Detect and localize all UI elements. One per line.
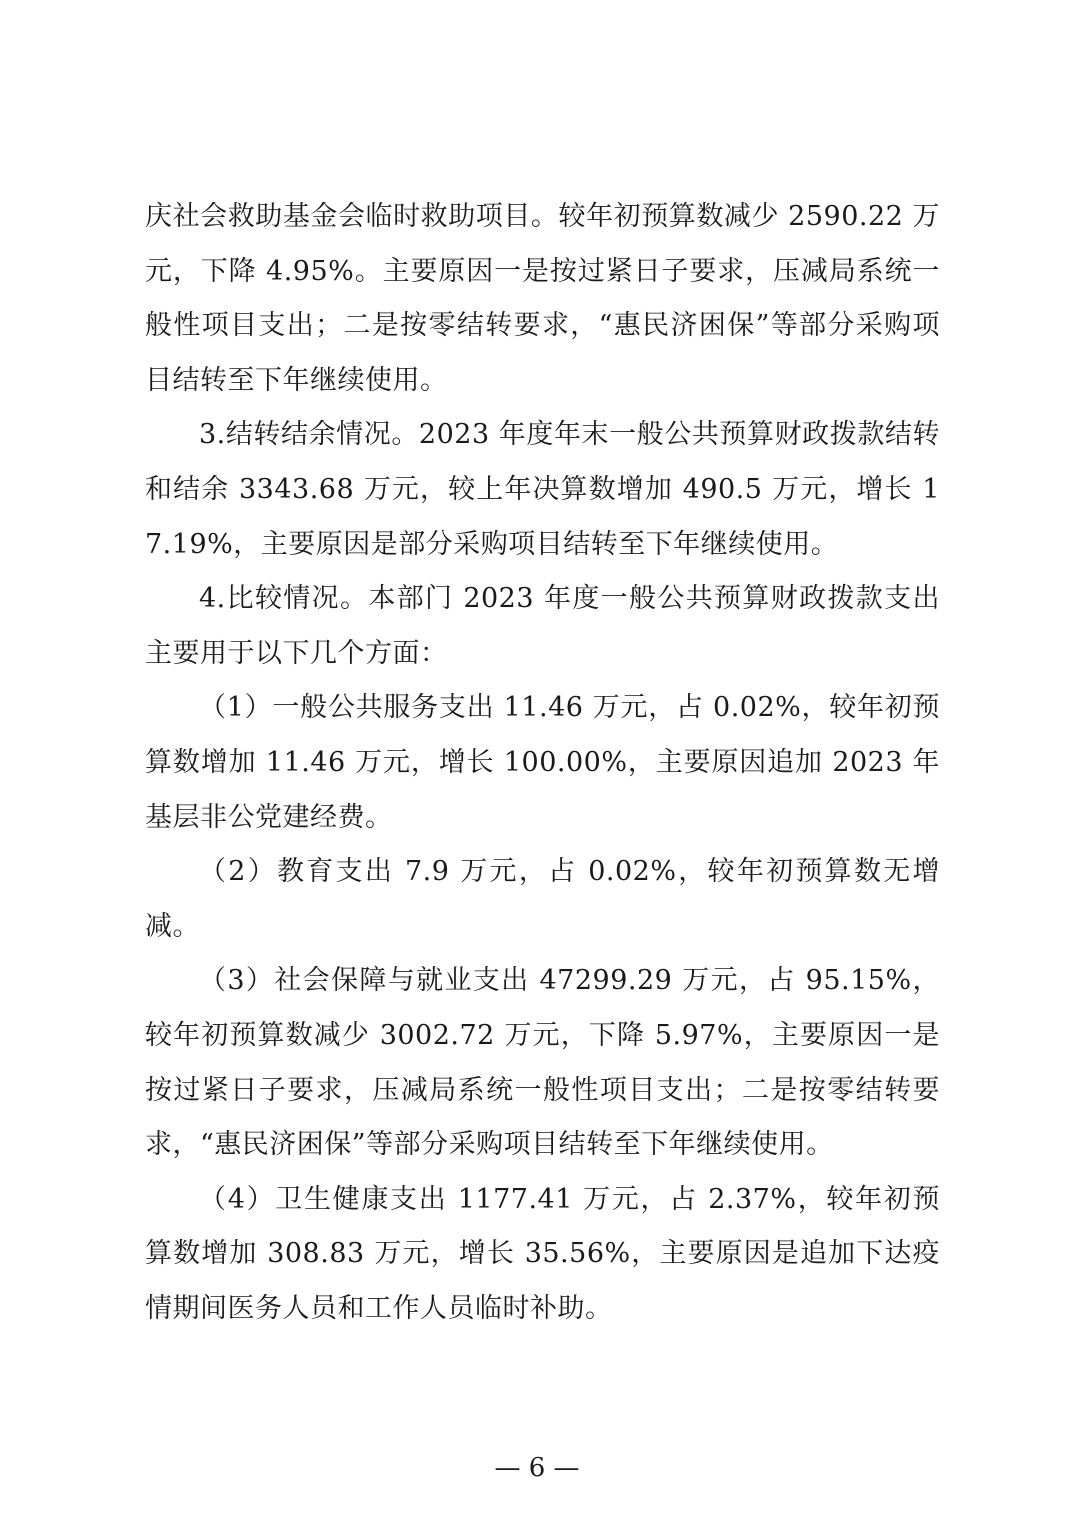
paragraph-general-public-services: （1）一般公共服务支出 11.46 万元，占 0.02%，较年初预算数增加 11.46 万元，增长 100.00%，主要原因追加 2023 年基层非公党建经费。 xyxy=(145,692,940,833)
document-body xyxy=(145,190,940,1336)
paragraph-health: （4）卫生健康支出 1177.41 万元，占 2.37%，较年初预算数增加 308.83 万元，增长 35.56%，主要原因是追加下达疫情期间医务人员和工作人员临时补助。 xyxy=(145,1183,940,1324)
paragraph-social-security: （3）社会保障与就业支出 47299.29 万元，占 95.15%，较年初预算数减少 3002.72 万元，下降 5.97%，主要原因一是按过紧日子要求，压减局系统一般性项目支出；二是按零结转要求，“惠民济困保”等部分采购项目结转至下年继续使用。 xyxy=(145,965,940,1161)
paragraph-education: （2）教育支出 7.9 万元，占 0.02%，较年初预算数无增减。 xyxy=(145,856,940,942)
page-number: — 6 — xyxy=(494,1453,580,1483)
paragraph-carryover-balance: 3.结转结余情况。2023 年度年末一般公共预算财政拨款结转和结余 3343.68 万元，较上年决算数增加 490.5 万元，增长 17.19%，主要原因是部分采购项目结转至下年继续使用。 xyxy=(145,419,940,560)
paragraph-comparison-intro: 4.比较情况。本部门 2023 年度一般公共预算财政拨款支出主要用于以下几个方面： xyxy=(145,583,940,669)
paragraph-continuation: 庆社会救助基金会临时救助项目。较年初预算数减少 2590.22 万元，下降 4.95%。主要原因一是按过紧日子要求，压减局系统一般性项目支出；二是按零结转要求，“惠民济困保”等部分采购项目结转至下年继续使用。 xyxy=(145,201,940,396)
